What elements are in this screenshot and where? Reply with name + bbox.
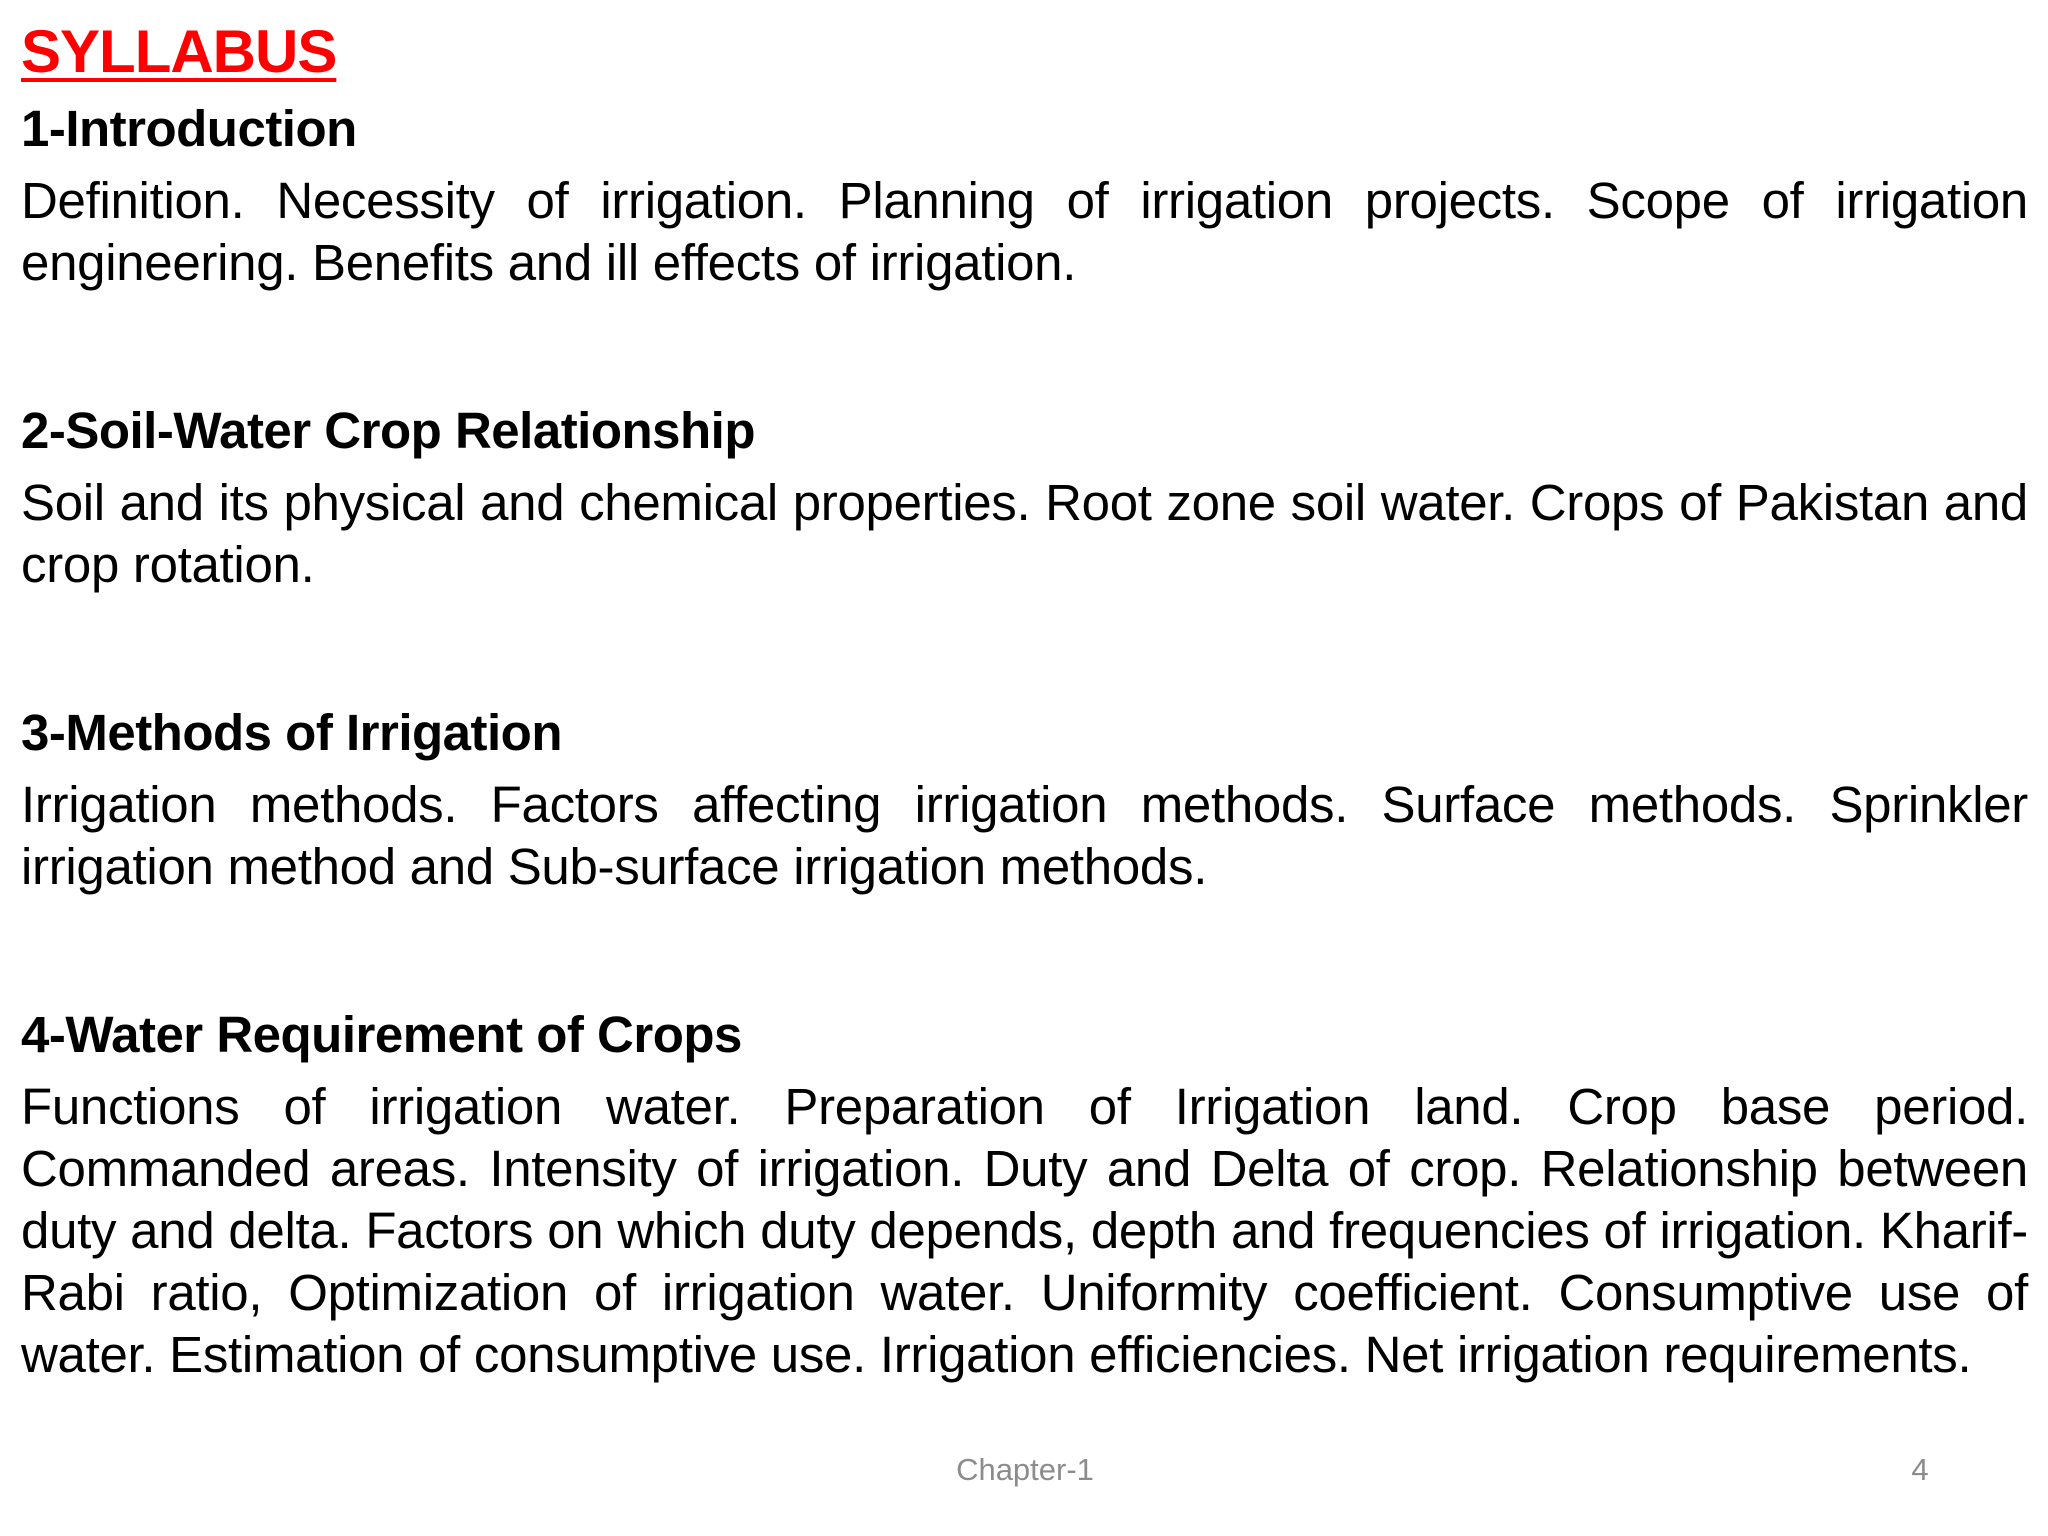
section-spacer bbox=[21, 898, 2028, 1004]
section-body: Functions of irrigation water. Preparation of Irrigation land. Crop base period. Commanded areas. Intensity of irrigation. Duty and Delta of crop. Relationship between duty and delta. Factors on which duty depends, depth and frequencies of irrigation. Kharif-Rabi ratio, Optimization of irrigation water. Uniformity coefficient. Consumptive use of water. Estimation of consumptive use. Irrigation efficiencies. Net irrigation requirements. bbox=[21, 1078, 2028, 1383]
syllabus-content bbox=[21, 14, 2028, 1386]
section-methods-of-irrigation bbox=[21, 702, 2028, 898]
section-heading: 4-Water Requirement of Crops bbox=[21, 1006, 742, 1063]
section-heading: 3-Methods of Irrigation bbox=[21, 704, 562, 761]
footer-chapter-label: Chapter-1 bbox=[956, 1452, 1094, 1487]
section-soil-water-crop bbox=[21, 400, 2028, 596]
section-spacer bbox=[21, 596, 2028, 702]
section-body: Irrigation methods. Factors affecting irrigation methods. Surface methods. Sprinkler irrigation method and Sub-surface irrigation methods. bbox=[21, 776, 2028, 895]
page-title: SYLLABUS bbox=[21, 18, 337, 85]
section-body: Definition. Necessity of irrigation. Planning of irrigation projects. Scope of irrigation engineering. Benefits and ill effects of irrigation. bbox=[21, 172, 2028, 291]
section-heading: 2-Soil-Water Crop Relationship bbox=[21, 402, 755, 459]
footer-page-number: 4 bbox=[1911, 1452, 1929, 1487]
section-introduction bbox=[21, 98, 2028, 294]
section-spacer bbox=[21, 294, 2028, 400]
section-heading: 1-Introduction bbox=[21, 100, 357, 157]
section-water-requirement bbox=[21, 1004, 2028, 1386]
section-body: Soil and its physical and chemical properties. Root zone soil water. Crops of Pakistan and crop rotation. bbox=[21, 474, 2028, 593]
